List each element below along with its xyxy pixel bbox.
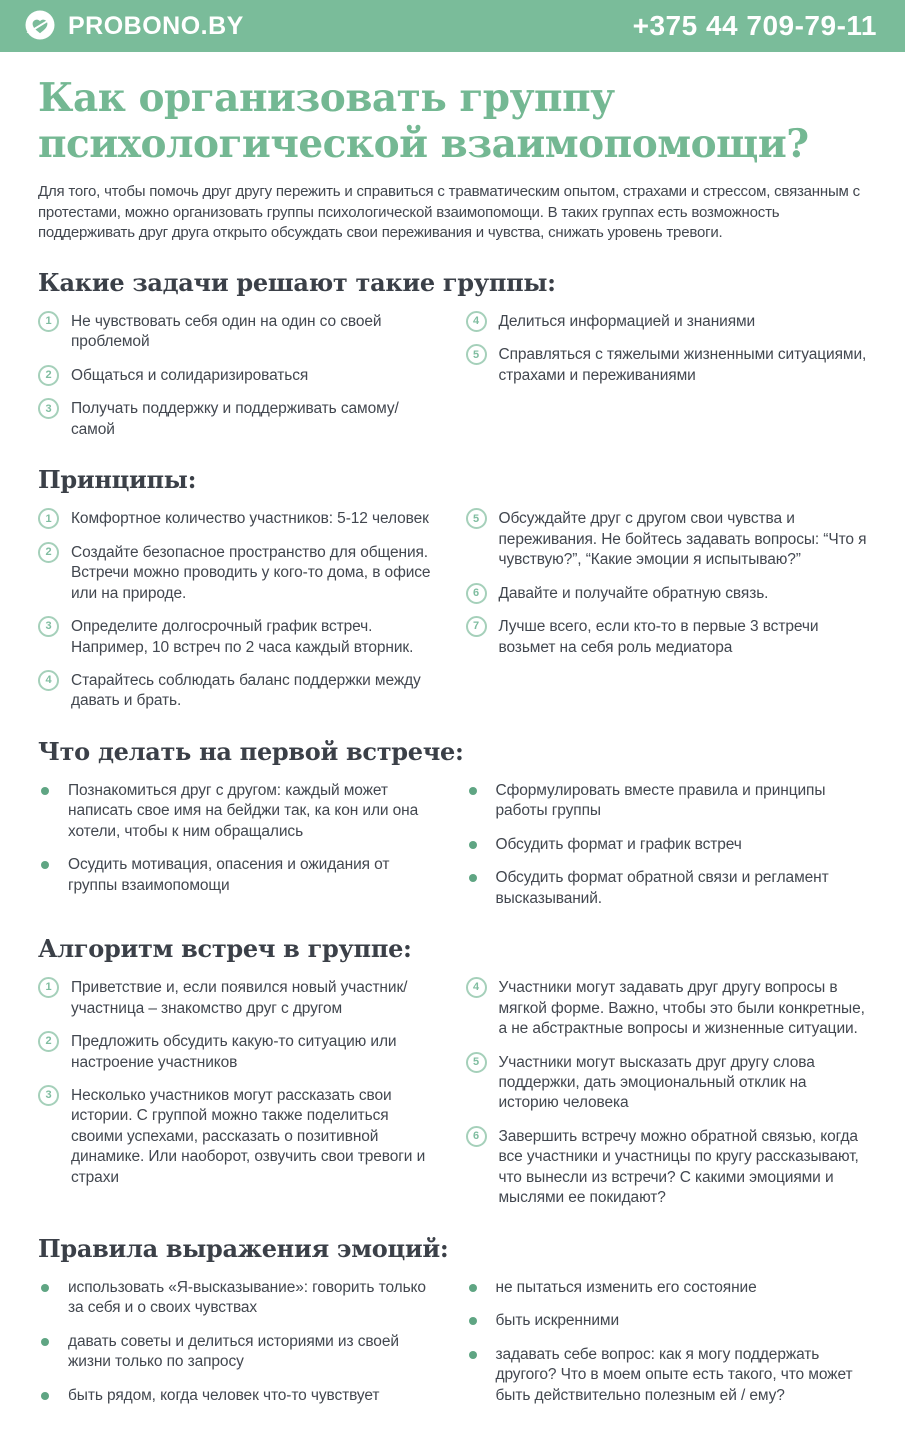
number-badge: 3 bbox=[38, 398, 59, 419]
item-text: использовать «Я-высказывание»: говорить только за себя и о своих чувствах bbox=[68, 1278, 426, 1317]
number-badge: 4 bbox=[466, 977, 487, 998]
item-text: Общаться и солидаризироваться bbox=[71, 366, 309, 384]
item-text: Комфортное количество участников: 5-12 человек bbox=[71, 510, 429, 528]
bullet-dot-icon bbox=[469, 841, 477, 849]
item-text: Обсудить формат и график встреч bbox=[495, 835, 742, 853]
column-right bbox=[466, 509, 868, 712]
list-item bbox=[466, 345, 868, 386]
number-badge: 1 bbox=[38, 508, 59, 529]
number-badge: 6 bbox=[466, 583, 487, 604]
section-heading: Принципы: bbox=[38, 465, 197, 495]
number-badge: 3 bbox=[38, 616, 59, 637]
item-text: Познакомиться друг с другом: каждый может написать свое имя на бейджи так, ка кон или она хотели, чтобы к ним обращались bbox=[68, 781, 419, 840]
section-heading: Правила выражения эмоций: bbox=[38, 1233, 449, 1263]
item-text: Приветствие и, если появился новый участник/участница – знакомство друг с другом bbox=[71, 979, 408, 1017]
bullet-dot-icon bbox=[41, 861, 49, 869]
column-right bbox=[466, 312, 868, 440]
list-item bbox=[466, 312, 868, 332]
section-columns bbox=[38, 509, 867, 712]
list-item bbox=[38, 1278, 440, 1319]
item-text: Осудить мотивация, опасения и ожидания от группы взаимопомощи bbox=[68, 856, 390, 894]
list-item bbox=[38, 399, 440, 440]
column-left bbox=[38, 1278, 440, 1406]
item-text: задавать себе вопрос: как я могу поддержать другого? Что в моем опыте есть такого, что может быть действительно полезным ей / ему? bbox=[495, 1345, 853, 1404]
item-text: Участники могут задавать друг другу вопросы в мягкой форме. Важно, чтобы это были конкретные, а не абстрактные вопросы и жизненные ситуации. bbox=[498, 979, 865, 1038]
page-title-line1: Как организовать группу bbox=[38, 75, 615, 121]
item-text: Несколько участников могут рассказать свои истории. С группой можно также поделиться своими успехами, рассказать о позитивной динамике. Или наоборот, озвучить свои тревоги и страхи bbox=[71, 1086, 426, 1186]
section-columns bbox=[38, 312, 867, 440]
column-right bbox=[466, 781, 868, 909]
list-item bbox=[38, 1386, 440, 1406]
bullet-dot-icon bbox=[469, 1317, 477, 1325]
bullet-dot-icon bbox=[469, 874, 477, 882]
bullet-dot-icon bbox=[469, 1284, 477, 1292]
number-badge: 1 bbox=[38, 977, 59, 998]
section-columns bbox=[38, 1278, 867, 1406]
column-left bbox=[38, 312, 440, 440]
item-text: Лучше всего, если кто-то в первые 3 встречи возьмет на себя роль медиатора bbox=[498, 618, 819, 656]
section bbox=[38, 737, 867, 909]
probono-logo-icon bbox=[22, 8, 58, 44]
list-item bbox=[38, 978, 440, 1019]
item-text: быть искренними bbox=[495, 1312, 620, 1330]
number-badge: 2 bbox=[38, 1031, 59, 1052]
bullet-dot-icon bbox=[41, 1338, 49, 1346]
list-item bbox=[466, 1311, 868, 1331]
list-item bbox=[466, 1345, 868, 1406]
column-right bbox=[466, 978, 868, 1209]
item-text: Давайте и получайте обратную связь. bbox=[498, 584, 769, 602]
number-badge: 5 bbox=[466, 508, 487, 529]
bullet-dot-icon bbox=[469, 787, 477, 795]
section bbox=[38, 268, 867, 440]
list-item bbox=[466, 835, 868, 855]
column-left bbox=[38, 781, 440, 909]
list-item bbox=[466, 868, 868, 909]
list-item bbox=[38, 366, 440, 386]
item-text: давать советы и делиться историями из своей жизни только по запросу bbox=[68, 1332, 399, 1371]
column-left bbox=[38, 509, 440, 712]
item-text: Обсудить формат обратной связи и регламент высказываний. bbox=[495, 869, 829, 907]
list-item bbox=[38, 1086, 440, 1188]
section-columns bbox=[38, 781, 867, 909]
number-badge: 6 bbox=[466, 1126, 487, 1147]
number-badge: 2 bbox=[38, 542, 59, 563]
intro-paragraph: Для того, чтобы помочь друг другу пережить и справиться с травматическим опытом, страхами и стрессом, связанным с протестами, можно организовать группы психологической взаимопомощи. В таких группах есть возможность поддерживать друг друга открыто обсуждать свои переживания и чувства, снижать уровень тревоги. bbox=[38, 183, 860, 241]
bullet-dot-icon bbox=[41, 1284, 49, 1292]
section bbox=[38, 934, 867, 1209]
number-badge: 5 bbox=[466, 1052, 487, 1073]
list-item bbox=[466, 781, 868, 822]
section bbox=[38, 465, 867, 712]
list-item bbox=[38, 855, 440, 896]
column-right bbox=[466, 1278, 868, 1406]
sections bbox=[38, 268, 867, 1406]
section-heading: Алгоритм встреч в группе: bbox=[38, 934, 412, 964]
brand bbox=[22, 8, 244, 44]
list-item bbox=[38, 312, 440, 353]
list-item bbox=[466, 1278, 868, 1298]
list-item bbox=[38, 509, 440, 529]
item-text: быть рядом, когда человек что-то чувствует bbox=[68, 1386, 380, 1404]
list-item bbox=[466, 978, 868, 1039]
number-badge: 5 bbox=[466, 344, 487, 365]
list-item bbox=[466, 584, 868, 604]
page-title-line2: психологической взаимопомощи? bbox=[38, 120, 809, 167]
number-badge: 4 bbox=[466, 311, 487, 332]
list-item bbox=[38, 543, 440, 604]
item-text: Не чувствовать себя один на один со своей проблемой bbox=[71, 313, 382, 351]
phone-number: +375 44 709-79-11 bbox=[632, 10, 877, 41]
bullet-dot-icon bbox=[469, 1351, 477, 1359]
item-text: Получать поддержку и поддерживать самому/самой bbox=[71, 400, 399, 438]
item-text: Участники могут высказать друг другу слова поддержки, дать эмоциональный отклик на историю человека bbox=[498, 1053, 815, 1112]
list-item bbox=[466, 1053, 868, 1114]
section bbox=[38, 1234, 867, 1406]
number-badge: 3 bbox=[38, 1085, 59, 1106]
list-item bbox=[38, 617, 440, 658]
section-columns bbox=[38, 978, 867, 1209]
item-text: Определите долгосрочный график встреч. Например, 10 встреч по 2 часа каждый вторник. bbox=[71, 618, 414, 656]
item-text: Обсуждайте друг с другом свои чувства и переживания. Не бойтесь задавать вопросы: “Что я чувствую?”, “Какие эмоции я испытываю?” bbox=[498, 510, 867, 569]
brand-name: PROBONO.BY bbox=[68, 11, 244, 40]
item-text: Предложить обсудить какую-то ситуацию или настроение участников bbox=[71, 1033, 397, 1071]
column-left bbox=[38, 978, 440, 1209]
number-badge: 1 bbox=[38, 311, 59, 332]
item-text: Старайтесь соблюдать баланс поддержки между давать и брать. bbox=[71, 671, 421, 710]
list-item bbox=[466, 617, 868, 658]
header-bar bbox=[0, 0, 905, 52]
section-heading: Что делать на первой встрече: bbox=[38, 736, 464, 766]
item-text: Сформулировать вместе правила и принципы работы группы bbox=[495, 781, 826, 820]
item-text: Создайте безопасное пространство для общения. Встречи можно проводить у кого-то дома, в офисе или на природе. bbox=[71, 543, 431, 602]
item-text: Делиться информацией и знаниями bbox=[498, 313, 756, 330]
section-heading: Какие задачи решают такие группы: bbox=[38, 268, 556, 297]
content bbox=[0, 52, 905, 1436]
bullet-dot-icon bbox=[41, 1392, 49, 1400]
list-item bbox=[466, 509, 868, 570]
list-item bbox=[466, 1127, 868, 1209]
item-text: Завершить встречу можно обратной связью, когда все участники и участницы по кругу рассказывают, что вынесли из встречи? С какими эмоциями и мыслями ее покидают? bbox=[498, 1127, 859, 1207]
item-text: не пытаться изменить его состояние bbox=[495, 1278, 757, 1296]
number-badge: 4 bbox=[38, 670, 59, 691]
bullet-dot-icon bbox=[41, 787, 49, 795]
number-badge: 7 bbox=[466, 616, 487, 637]
list-item bbox=[38, 1032, 440, 1073]
list-item bbox=[38, 1332, 440, 1373]
list-item bbox=[38, 781, 440, 842]
list-item bbox=[38, 671, 440, 712]
number-badge: 2 bbox=[38, 365, 59, 386]
page-title bbox=[38, 76, 867, 167]
item-text: Справляться с тяжелыми жизненными ситуациями, страхами и переживаниями bbox=[498, 346, 867, 384]
